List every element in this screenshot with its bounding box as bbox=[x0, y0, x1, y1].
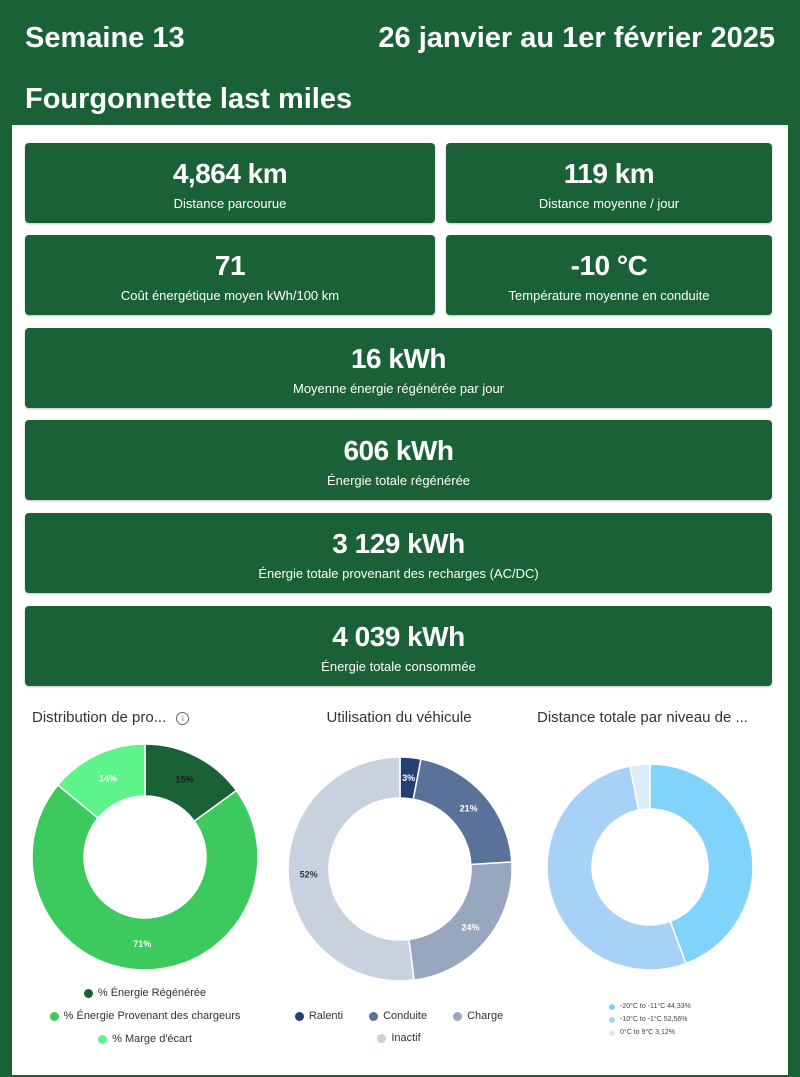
metric-value: -10 °C bbox=[570, 250, 648, 281]
legend-swatch bbox=[453, 1012, 462, 1021]
legend-label: Ralenti bbox=[308, 1010, 344, 1022]
metric-label: Température moyenne en conduite bbox=[508, 288, 710, 303]
legend-swatch bbox=[609, 1017, 615, 1023]
legend-label: Charge bbox=[467, 1010, 504, 1022]
metric-value: 16 kWh bbox=[350, 343, 447, 374]
legend-item-warm[interactable] bbox=[609, 1029, 772, 1036]
metric-value: 3 129 kWh bbox=[332, 528, 465, 559]
slice-label-driving: 21% bbox=[459, 803, 478, 814]
chart-title-text: Distance totale par niveau de ... bbox=[537, 709, 748, 726]
week-label: Semaine 13 bbox=[25, 22, 185, 54]
legend-label: -10°C to -1°C 52,56% bbox=[620, 1016, 688, 1023]
legend-label: % Énergie Provenant des chargeurs bbox=[63, 1010, 241, 1022]
chart-legend bbox=[279, 1010, 519, 1044]
legend-swatch bbox=[369, 1012, 378, 1021]
legend-item-regen[interactable] bbox=[25, 987, 265, 999]
legend-swatch bbox=[98, 1035, 107, 1044]
legend-label: 0°C to 9°C 3,12% bbox=[620, 1029, 676, 1036]
slice-label-charging: 24% bbox=[461, 922, 480, 933]
metric-avg-regen bbox=[25, 328, 772, 408]
slice-label-regen: 15% bbox=[175, 774, 194, 785]
donut-chart-usage bbox=[279, 697, 519, 1047]
chart-legend bbox=[25, 987, 265, 1045]
metric-value: 71 bbox=[214, 250, 246, 281]
metric-distance bbox=[25, 143, 435, 223]
legend-label: % Énergie Régénérée bbox=[97, 987, 207, 999]
legend-swatch bbox=[377, 1034, 386, 1043]
metric-value: 4,864 km bbox=[172, 158, 288, 189]
donut-chart-temperature bbox=[531, 697, 772, 1047]
date-range: 26 janvier au 1er février 2025 bbox=[378, 22, 775, 54]
metric-label: Coût énergétique moyen kWh/100 km bbox=[120, 288, 340, 303]
metric-label: Énergie totale provenant des recharges (AC/DC) bbox=[258, 566, 539, 581]
legend-swatch bbox=[84, 989, 93, 998]
legend-swatch bbox=[609, 1004, 615, 1010]
legend-item-charging[interactable] bbox=[453, 1010, 503, 1022]
metric-label: Énergie totale consommée bbox=[321, 659, 476, 674]
chart-title-text: Distribution de pro... bbox=[32, 709, 167, 726]
slice-label-idle: 3% bbox=[402, 772, 416, 783]
slice-label-gap: 14% bbox=[98, 773, 117, 784]
info-icon[interactable]: i bbox=[176, 712, 189, 725]
metric-total-charge bbox=[25, 513, 772, 593]
metric-energy-cost bbox=[25, 235, 435, 315]
metric-value: 119 km bbox=[563, 158, 655, 189]
metric-avg-distance bbox=[446, 143, 772, 223]
header-row bbox=[25, 22, 775, 58]
slice-charging[interactable] bbox=[409, 862, 512, 980]
legend-label: Inactif bbox=[391, 1032, 421, 1044]
chart-card-energy-distribution bbox=[25, 697, 265, 1047]
vehicle-title: Fourgonnette last miles bbox=[25, 83, 353, 115]
legend-item-idle[interactable] bbox=[295, 1010, 343, 1022]
slice-label-chargers: 71% bbox=[133, 938, 152, 949]
legend-label: % Marge d'écart bbox=[112, 1033, 192, 1045]
legend-item-cold[interactable] bbox=[609, 1003, 772, 1010]
chart-card-vehicle-usage bbox=[279, 697, 519, 1047]
legend-item-inactive[interactable] bbox=[279, 1032, 519, 1044]
legend-label: Conduite bbox=[383, 1010, 428, 1022]
chart-title-text: Utilisation du véhicule bbox=[326, 709, 472, 726]
chart-legend bbox=[609, 1003, 772, 1036]
legend-item-driving[interactable] bbox=[369, 1010, 427, 1022]
chart-card-distance-by-temp bbox=[531, 697, 772, 1047]
legend-item-mid[interactable] bbox=[609, 1016, 772, 1023]
metric-total-consumed bbox=[25, 606, 772, 686]
metric-label: Énergie totale régénérée bbox=[326, 473, 471, 488]
legend-item-chargers[interactable] bbox=[25, 1010, 265, 1022]
slice-label-inactive: 52% bbox=[299, 869, 318, 880]
metric-label: Distance parcourue bbox=[173, 196, 287, 211]
legend-item-gap[interactable] bbox=[25, 1033, 265, 1045]
legend-label: -20°C to -11°C 44,33% bbox=[620, 1003, 691, 1010]
metric-temperature bbox=[446, 235, 772, 315]
metric-label: Moyenne énergie régénérée par jour bbox=[292, 381, 505, 396]
metric-label: Distance moyenne / jour bbox=[538, 196, 680, 211]
metric-value: 606 kWh bbox=[343, 435, 454, 466]
legend-swatch bbox=[50, 1012, 59, 1021]
legend-swatch bbox=[609, 1030, 615, 1036]
metric-total-regen bbox=[25, 420, 772, 500]
legend-swatch bbox=[295, 1012, 304, 1021]
metric-value: 4 039 kWh bbox=[332, 621, 465, 652]
